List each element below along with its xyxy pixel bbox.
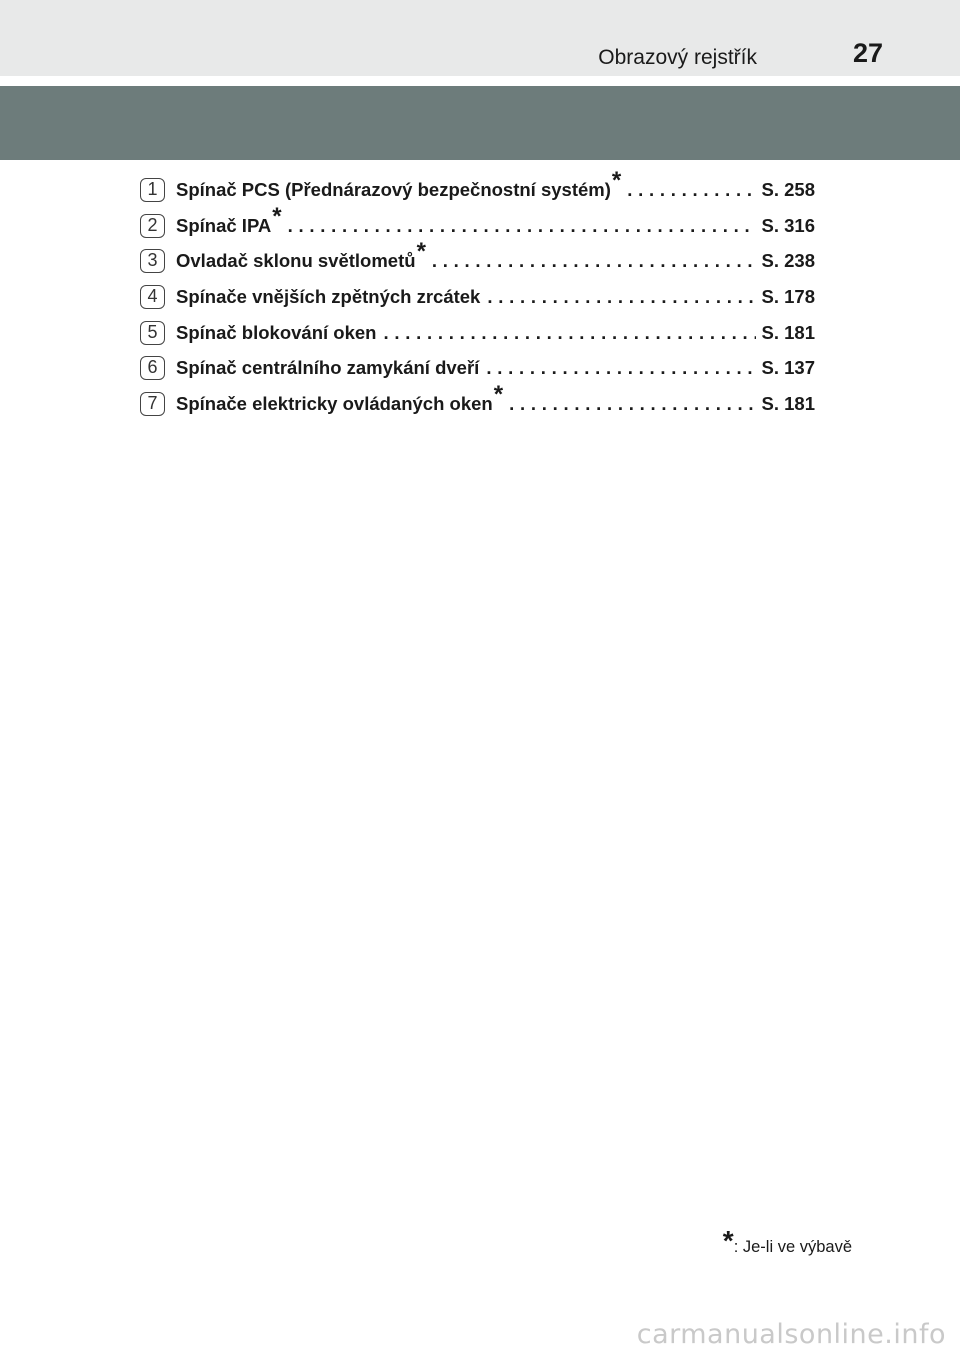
leader-dots	[627, 179, 755, 201]
entry-label: Ovladač sklonu světlometů	[176, 250, 416, 272]
page-reference-link[interactable]: S. 238	[761, 250, 815, 272]
list-item	[140, 167, 815, 210]
leader-dots	[486, 357, 755, 379]
leader-dots	[509, 393, 755, 415]
list-item	[140, 202, 815, 246]
page-reference-link[interactable]: S. 137	[761, 357, 815, 379]
entry-row: Spínače elektricky ovládaných oken * . . . S. 181	[176, 393, 815, 415]
entry-row: Spínač IPA * . . . S. 316	[176, 215, 815, 237]
leader-dots	[432, 250, 756, 272]
item-number-badge: 7	[140, 392, 165, 416]
header-band	[0, 86, 960, 160]
entry-row	[176, 286, 815, 308]
item-number-badge: 5	[140, 321, 165, 345]
list-item	[140, 381, 815, 424]
entry-row: Spínač PCS (Přednárazový bezpečnostní systém) * . . . S. 258	[176, 179, 815, 201]
header-top-bar	[0, 0, 960, 76]
footnote-star: *	[722, 1225, 734, 1256]
page-reference-link[interactable]: S. 181	[761, 321, 815, 343]
entry-label: Spínače vnějších zpětných zrcátek	[176, 286, 481, 308]
watermark: carmanualsonline.info	[636, 1319, 946, 1350]
item-number-badge: 1	[140, 178, 165, 202]
leader-dots	[487, 286, 755, 308]
leader-dots	[383, 322, 755, 344]
item-number-badge: 3	[140, 249, 165, 273]
item-number-badge: 4	[140, 285, 165, 309]
index-list	[140, 167, 815, 424]
page-reference-link[interactable]: S. 258	[761, 179, 815, 200]
entry-row	[176, 357, 815, 379]
page-reference-link[interactable]: S. 316	[761, 214, 815, 236]
entry-label: Spínač IPA	[176, 214, 272, 236]
list-item	[140, 238, 815, 281]
entry-row	[176, 322, 815, 344]
footnote	[723, 1227, 852, 1259]
item-number-badge: 2	[140, 214, 165, 238]
list-item	[140, 317, 815, 353]
entry-row: Ovladač sklonu světlometů * . . . S. 238	[176, 250, 815, 272]
list-item	[140, 281, 815, 317]
leader-dots	[288, 215, 756, 237]
entry-label: Spínač blokování oken	[176, 321, 377, 343]
page-number: 27	[852, 38, 883, 68]
page-reference-link[interactable]: S. 178	[761, 286, 815, 308]
entry-label: Spínač centrálního zamykání dveří	[176, 357, 480, 379]
footnote-text: : Je-li ve výbavě	[733, 1238, 852, 1256]
item-number-badge: 6	[140, 356, 165, 380]
page-reference-link[interactable]: S. 181	[761, 393, 815, 415]
entry-label: Spínač PCS (Přednárazový bezpečnostní systém)	[176, 179, 611, 200]
entry-label: Spínače elektricky ovládaných oken	[176, 393, 493, 415]
list-item	[140, 352, 815, 388]
section-title: Obrazový rejstřík	[598, 46, 757, 69]
